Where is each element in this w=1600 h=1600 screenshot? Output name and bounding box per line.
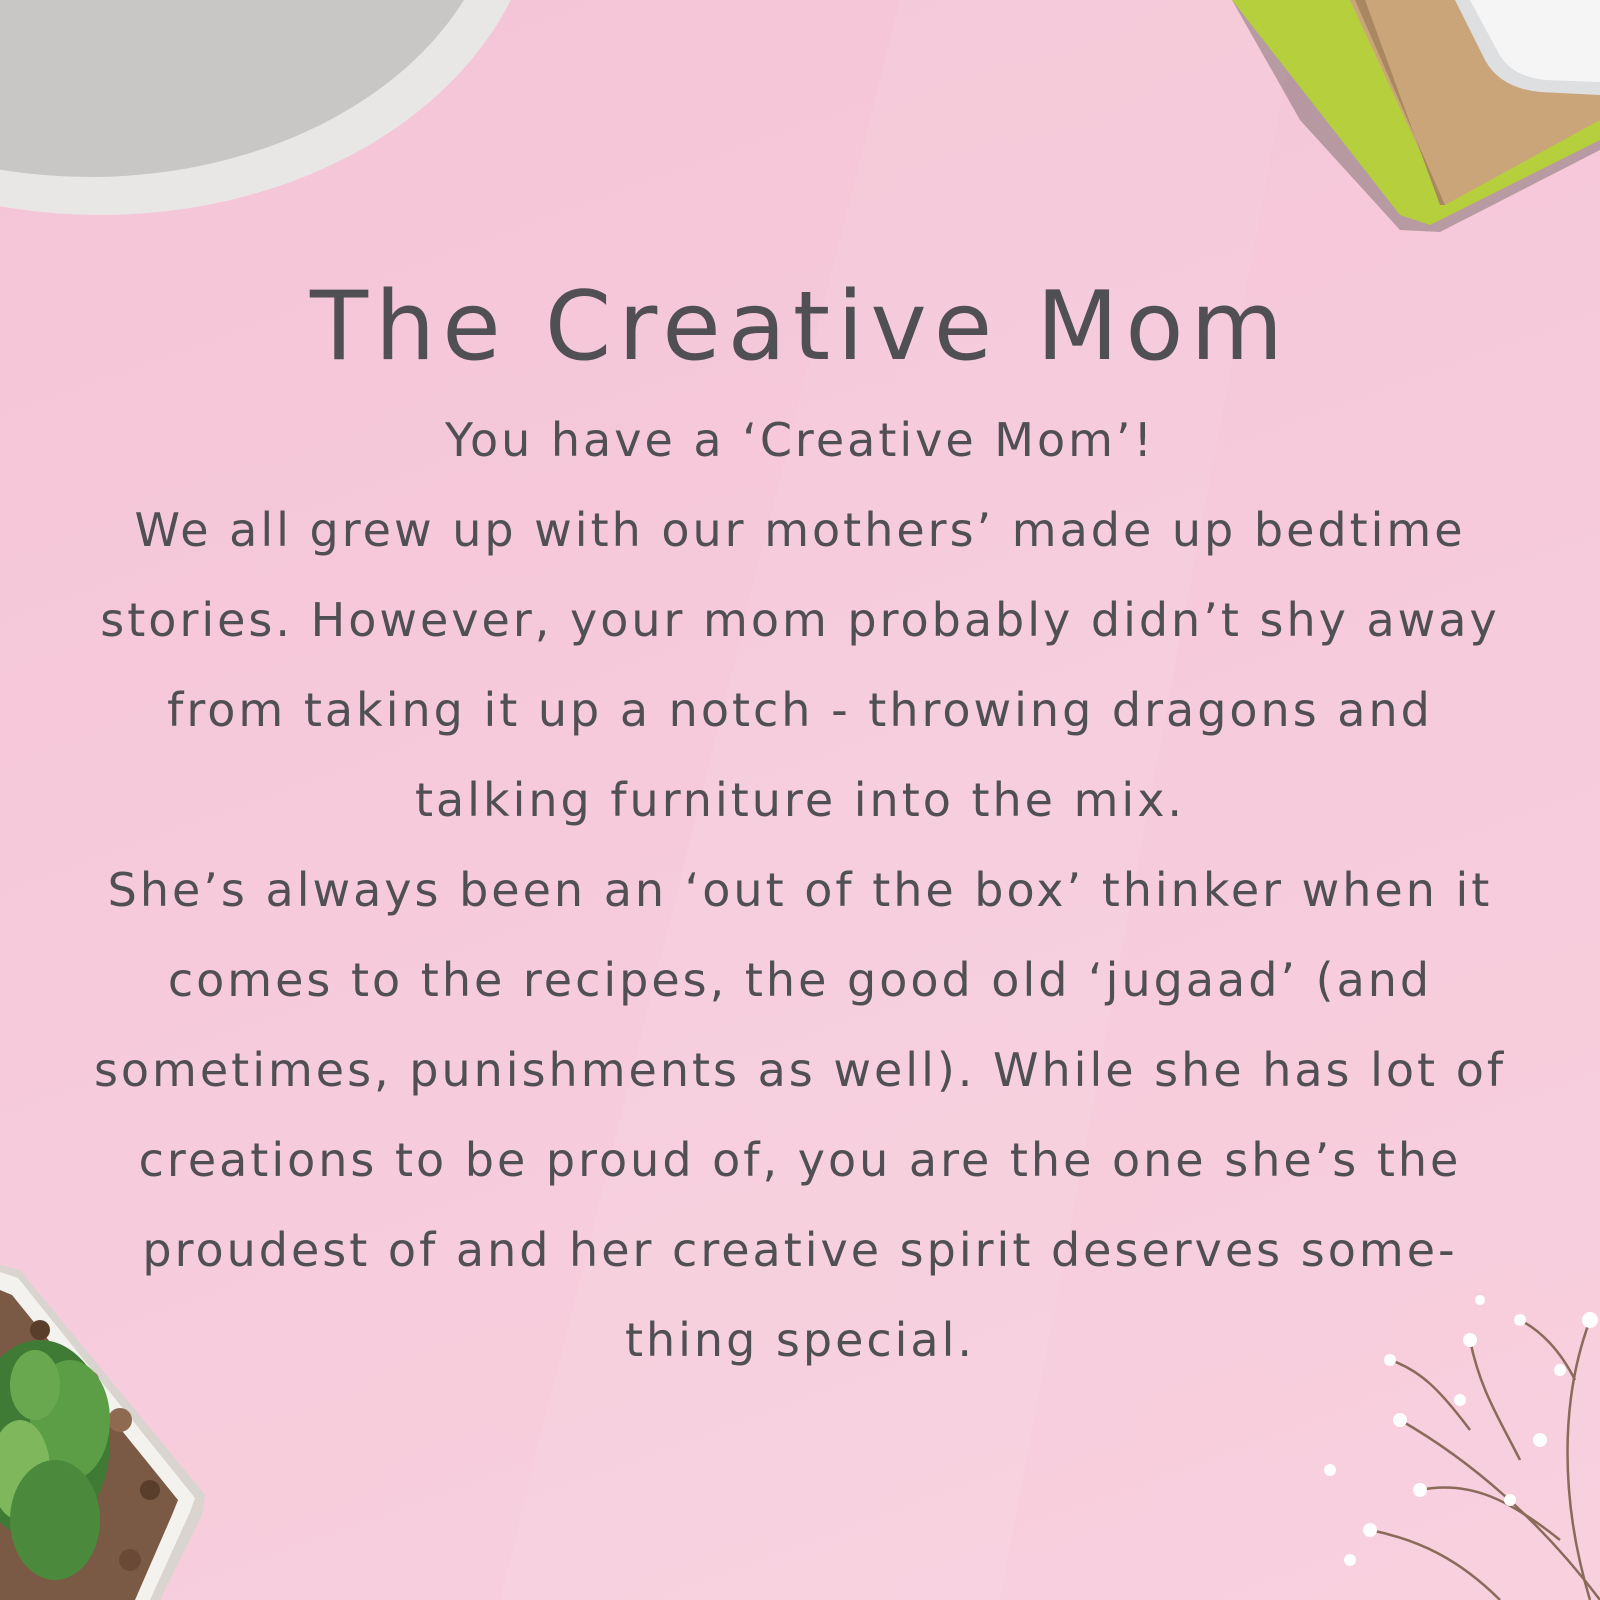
body-line: sometimes, punishments as well). While she has lot of <box>93 1043 1507 1097</box>
card-title: The Creative Mom <box>310 272 1290 382</box>
notebooks-image <box>1232 0 1600 232</box>
body-line: creations to be proud of, you are the one she’s the <box>138 1133 1462 1187</box>
body-line: thing special. <box>624 1313 976 1367</box>
body-line: talking furniture into the mix. <box>414 773 1186 827</box>
body-line: We all grew up with our mothers’ made up bedtime <box>134 503 1466 557</box>
body-line: proudest of and her creative spirit deserves some- <box>142 1223 1458 1277</box>
card-text <box>60 262 1540 1385</box>
body-line: She’s always been an ‘out of the box’ thinker when it <box>107 863 1493 917</box>
body-line: from taking it up a notch - throwing dragons and <box>167 683 1433 737</box>
plate-image <box>0 0 540 215</box>
intro-line: You have a ‘Creative Mom’! <box>444 413 1155 467</box>
body-line: stories. However, your mom probably didn’t shy away <box>100 593 1500 647</box>
body-line: comes to the recipes, the good old ‘jugaad’ (and <box>167 953 1433 1007</box>
